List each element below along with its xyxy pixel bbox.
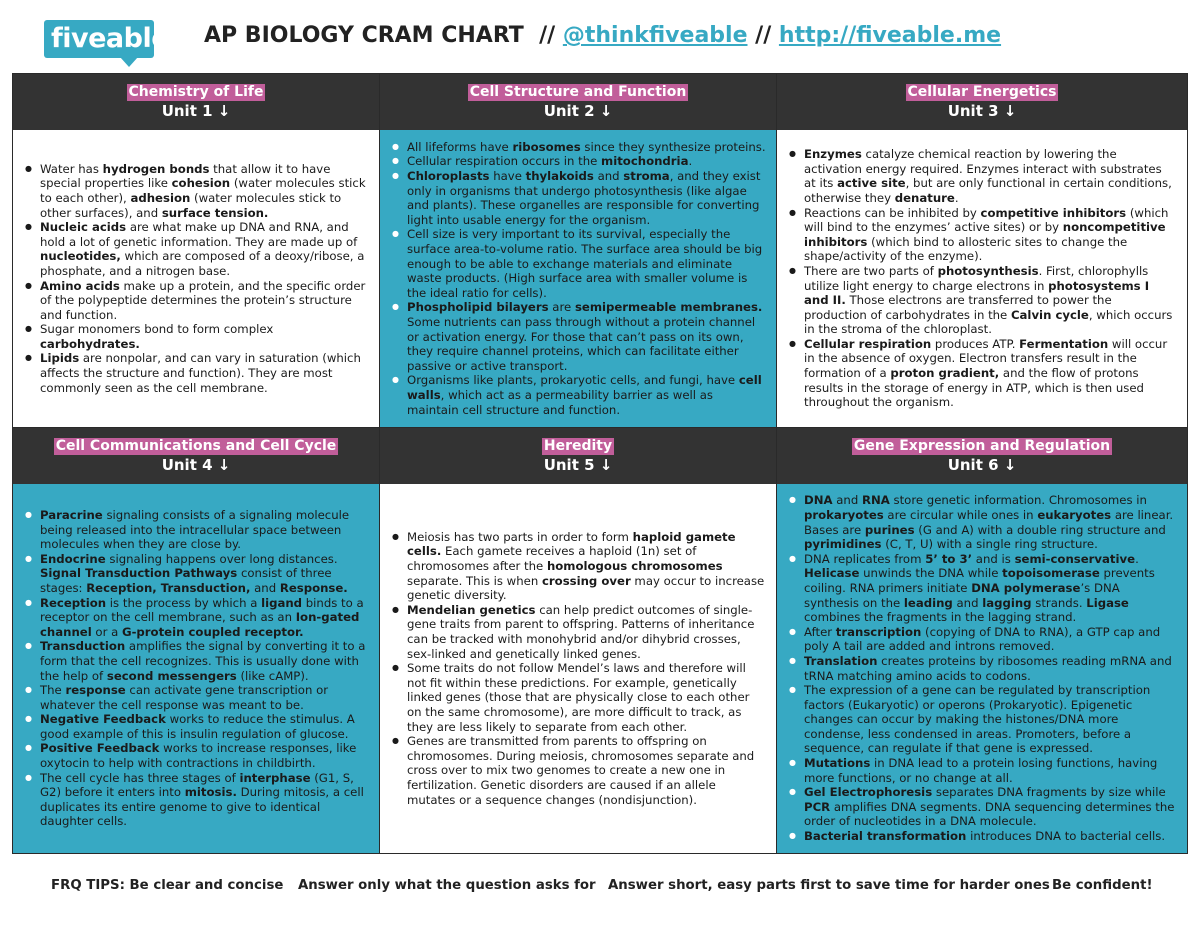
unit-3-title: Cellular Energetics: [907, 84, 1057, 100]
bold-term: Chloroplasts: [407, 169, 490, 184]
unit-4-bullets: [13, 508, 379, 829]
bullet-item: ● Cellular respiration occurs in the mitochondria.: [392, 154, 766, 169]
bold-term: crossing over: [541, 573, 631, 588]
bold-term: Ligase: [1086, 595, 1129, 610]
bold-term: Gel Electrophoresis: [804, 785, 933, 800]
bold-term: Cellular respiration: [804, 336, 932, 351]
bold-term: active site: [837, 176, 906, 191]
bullet-item: ● Endocrine signaling happens over long distances. Signal Transduction Pathways consist of three stages: Reception, Transduction, and Response.: [25, 552, 369, 596]
unit-6-bullets: [777, 493, 1187, 843]
bold-term: nucleotides,: [40, 249, 121, 264]
bold-term: hydrogen bonds: [102, 161, 210, 176]
bold-term: photosystems I and II.: [804, 278, 1150, 308]
bullet-item: ● Mendelian genetics can help predict outcomes of single-gene traits from parent to offspring. Patterns of inheritance can be tracked with monohybrid and/or dihybrid crosses, sex-linked and genetically linked genes.: [392, 603, 766, 661]
bold-term: Response.: [279, 580, 348, 595]
bold-term: cell walls: [407, 373, 762, 402]
unit-2-number: Unit 2 ↓: [543, 102, 613, 120]
bold-term: Paracrine: [40, 507, 103, 522]
bold-term: prokaryotes: [804, 507, 884, 522]
unit-1-bullets: [13, 162, 379, 396]
bold-term: G-protein coupled receptor.: [121, 624, 304, 639]
unit-6-title: Gene Expression and Regulation: [853, 438, 1111, 454]
bold-term: noncompetitive inhibitors: [804, 220, 1166, 249]
bold-term: cohesion: [171, 176, 231, 191]
unit-5-title: Heredity: [543, 438, 613, 454]
bold-term: RNA: [861, 493, 890, 508]
bullet-item: ● All lifeforms have ribosomes since they synthesize proteins.: [392, 140, 766, 155]
bold-term: lagging: [982, 595, 1032, 610]
bullet-item: ● After transcription (copying of DNA to RNA), a GTP cap and poly A tail are added and introns removed.: [789, 625, 1177, 654]
unit-5-bullets: [380, 530, 776, 807]
bold-term: denature: [894, 190, 955, 205]
bold-term: Transduction: [40, 639, 126, 654]
unit-2-bullets: [380, 140, 776, 417]
unit-3-bullets: [777, 147, 1187, 410]
unit-3-body: [777, 130, 1187, 427]
bold-term: Lipids: [40, 351, 80, 366]
bold-term: response: [65, 683, 126, 698]
unit-1-title: Chemistry of Life: [128, 84, 264, 100]
bold-term: interphase: [239, 770, 311, 785]
frq-tip-2: Answer only what the question asks for: [298, 878, 596, 893]
unit-6-cell: [777, 428, 1187, 853]
bold-term: semipermeable membranes.: [574, 300, 763, 315]
bold-term: semi-conservative: [1014, 551, 1136, 566]
bold-term: adhesion: [130, 190, 191, 205]
unit-2-header: [380, 74, 776, 130]
bold-term: mitochondria: [601, 154, 689, 169]
bullet-item: ● Transduction amplifies the signal by converting it to a form that the cell recognizes. This is usually done with the help of second messengers (like cAMP).: [25, 639, 369, 683]
unit-6-number: Unit 6 ↓: [947, 456, 1017, 474]
bullet-item: ● Nucleic acids are what make up DNA and RNA, and hold a lot of genetic information. They are made up of nucleotides, which are composed of a deoxy/ribose, a phosphate, and a nitrogen base.: [25, 220, 369, 278]
bold-term: Mendelian genetics: [407, 602, 536, 617]
bullet-item: ● Paracrine signaling consists of a signaling molecule being released into the intracellular space between molecules when they are close by.: [25, 508, 369, 552]
unit-2-body: [380, 130, 776, 427]
unit-4-title: Cell Communications and Cell Cycle: [55, 438, 337, 454]
bullet-item: ● Cell size is very important to its survival, especially the surface area-to-volume ratio. The surface area should be big enough to be able to exchange materials and eliminate waste products. (High surface area with smaller volume is the ideal ratio for cells).: [392, 227, 766, 300]
unit-3-number: Unit 3 ↓: [947, 102, 1017, 120]
bold-term: mitosis.: [184, 785, 237, 800]
bold-term: DNA: [804, 493, 833, 508]
bold-term: proton gradient,: [890, 366, 1000, 381]
unit-3-header: [777, 74, 1187, 130]
bullet-item: ● Chloroplasts have thylakoids and stroma, and they exist only in organisms that undergo photosynthesis (like algae and plants). These organelles are responsible for converting light into usable energy for the organism.: [392, 169, 766, 227]
bold-term: Phospholipid bilayers: [407, 300, 549, 315]
bold-term: Amino acids: [40, 278, 120, 293]
frq-tip-1: FRQ TIPS: Be clear and concise: [51, 878, 284, 893]
bold-term: Mutations: [804, 756, 871, 771]
bold-term: Reception: [40, 595, 107, 610]
bold-term: Endocrine: [40, 551, 106, 566]
title-separator: //: [755, 23, 772, 48]
cram-chart-grid: [12, 73, 1188, 854]
bold-term: Calvin cycle: [1010, 307, 1089, 322]
unit-2-cell: [380, 74, 776, 427]
bullet-item: ● Water has hydrogen bonds that allow it to have special properties like cohesion (water molecules stick to each other), adhesion (water molecules stick to other surfaces), and surface tension.: [25, 162, 369, 220]
bullet-item: ● Organisms like plants, prokaryotic cells, and fungi, have cell walls, which act as a permeability barrier as well as maintain cell structure and function.: [392, 373, 766, 417]
bold-term: topoisomerase: [1002, 566, 1100, 581]
fiveable-logo[interactable]: [44, 20, 170, 66]
bullet-item: ● There are two parts of photosynthesis. First, chlorophylls utilize light energy to charge electrons in photosystems I and II. Those electrons are transferred to power the production of carbohydrates in the Calvin cycle, which occurs in the stroma of the chloroplast.: [789, 264, 1177, 337]
logo-speech-tail: [120, 57, 138, 67]
bullet-item: ● Reactions can be inhibited by competitive inhibitors (which will bind to the enzymes’ active sites) or by noncompetitive inhibitors (which bind to allosteric sites to change the shape/activity of the enzyme).: [789, 206, 1177, 264]
unit-6-header: [777, 428, 1187, 484]
bullet-item: ● Genes are transmitted from parents to offspring on chromosomes. During meiosis, chromosomes separate and cross over to mix two genomes to create a new one in fertilization. Genetic disorders are caused if an allele mutates or a sequence changes (nondisjunction).: [392, 734, 766, 807]
unit-2-title: Cell Structure and Function: [469, 84, 687, 100]
unit-4-cell: [13, 428, 379, 853]
bullet-item: ● Reception is the process by which a ligand binds to a receptor on the cell membrane, such as an Ion-gated channel or a G-protein coupled receptor.: [25, 596, 369, 640]
unit-5-header: [380, 428, 776, 484]
bullet-item: ● Negative Feedback works to reduce the stimulus. A good example of this is insulin regulation of glucose.: [25, 712, 369, 741]
unit-5-number: Unit 5 ↓: [543, 456, 613, 474]
bold-term: transcription: [835, 624, 922, 639]
bullet-item: ● DNA replicates from 5’ to 3’ and is semi-conservative. Helicase unwinds the DNA while topoisomerase prevents coiling. RNA primers initiate DNA polymerase’s DNA synthesis on the leading and lagging strands. Ligase combines the fragments in the lagging strand.: [789, 552, 1177, 625]
unit-1-cell: [13, 74, 379, 427]
bold-term: Nucleic acids: [40, 220, 127, 235]
bold-term: Positive Feedback: [40, 741, 160, 756]
bullet-item: ● Enzymes catalyze chemical reaction by lowering the activation energy required. Enzymes interact with substrates at its active site, but are only functional in certain conditions, otherwise they denature.: [789, 147, 1177, 205]
bold-term: Reception, Transduction,: [86, 580, 251, 595]
bold-term: Enzymes: [804, 147, 862, 162]
bullet-item: ● Phospholipid bilayers are semipermeable membranes. Some nutrients can pass through without a protein channel or activation energy. For those that can’t pass on its own, they require channel proteins, which can facilitate either passive or active transport.: [392, 300, 766, 373]
bold-term: 5’ to 3’: [925, 551, 973, 566]
bold-term: Signal Transduction Pathways: [40, 566, 238, 581]
unit-6-body: [777, 484, 1187, 853]
unit-1-number: Unit 1 ↓: [161, 102, 231, 120]
bold-term: homologous chromosomes: [546, 559, 723, 574]
bold-term: PCR: [804, 799, 831, 814]
bold-term: Negative Feedback: [40, 712, 166, 727]
bullet-item: ● The expression of a gene can be regulated by transcription factors (Eukaryotic) or operons (Prokaryotic). Epigenetic changes can occur by making the histones/DNA more condense, less condensed in areas. Promoters, before a sequence, can regulate if that gene is expressed.: [789, 683, 1177, 756]
unit-4-body: [13, 484, 379, 853]
bullet-item: ● Gel Electrophoresis separates DNA fragments by size while PCR amplifies DNA segments. DNA sequencing determines the order of nucleotides in a DNA molecule.: [789, 785, 1177, 829]
bullet-item: ● Amino acids make up a protein, and the specific order of the polypeptide determines the protein’s structure and function.: [25, 279, 369, 323]
unit-4-header: [13, 428, 379, 484]
bold-term: photosynthesis: [937, 263, 1039, 278]
bold-term: Bacterial transformation: [804, 829, 967, 844]
twitter-handle-link[interactable]: @thinkfiveable: [562, 23, 748, 48]
frq-tip-3: Answer short, easy parts first to save time for harder ones: [608, 878, 1050, 893]
bold-term: DNA polymerase: [971, 580, 1081, 595]
bold-term: ligand: [261, 595, 303, 610]
bold-term: second messengers: [106, 668, 237, 683]
bold-term: thylakoids: [525, 169, 594, 184]
unit-5-cell: [380, 428, 776, 853]
bullet-item: ● The cell cycle has three stages of interphase (G1, S, G2) before it enters into mitosis. During mitosis, a cell duplicates its entire genome to give to identical daughter cells.: [25, 771, 369, 829]
bullet-item: ● Some traits do not follow Mendel’s laws and therefore will not fit within these predictions. For example, genetically linked genes (those that are physically close to each other on the same chromosome), are more difficult to track, as they are less likely to separate from each other.: [392, 661, 766, 734]
bold-term: purines: [864, 522, 915, 537]
frq-tip-4: Be confident!: [1052, 878, 1153, 893]
bold-term: Helicase: [804, 566, 860, 581]
bold-term: haploid gamete cells.: [407, 529, 736, 559]
unit-4-number: Unit 4 ↓: [161, 456, 231, 474]
bold-term: stroma: [623, 169, 670, 184]
bullet-item: ● Cellular respiration produces ATP. Fermentation will occur in the absence of oxygen. Electron transfers result in the formation of a proton gradient, and the flow of protons results in the storage of energy in ATP, which is then used throughout the organism.: [789, 337, 1177, 410]
bold-term: carbohydrates.: [40, 336, 140, 351]
page-title: AP BIOLOGY CRAM CHART: [204, 23, 524, 48]
bullet-item: ● Mutations in DNA lead to a protein losing functions, having more functions, or no change at all.: [789, 756, 1177, 785]
bullet-item: ● Meiosis has two parts in order to form haploid gamete cells. Each gamete receives a haploid (1n) set of chromosomes after the homologous chromosomes separate. This is when crossing over may occur to increase genetic diversity.: [392, 530, 766, 603]
bold-term: ribosomes: [512, 139, 581, 154]
bullet-item: ● Positive Feedback works to increase responses, like oxytocin to help with contractions in childbirth.: [25, 741, 369, 770]
bold-term: eukaryotes: [1037, 507, 1112, 522]
unit-5-body: [380, 484, 776, 853]
logo-text: fiveable: [44, 20, 154, 58]
bullet-item: ● Lipids are nonpolar, and can vary in saturation (which affects the structure and function). They are most commonly seen as the cell membrane.: [25, 351, 369, 395]
unit-1-body: [13, 130, 379, 427]
bullet-item: ● The response can activate gene transcription or whatever the cell response was meant to be.: [25, 683, 369, 712]
bullet-item: ● Sugar monomers bond to form complex carbohydrates.: [25, 322, 369, 351]
bold-term: surface tension.: [161, 205, 269, 220]
page-title-line: [204, 19, 1001, 53]
bullet-item: ● Translation creates proteins by ribosomes reading mRNA and tRNA matching amino acids to codons.: [789, 654, 1177, 683]
unit-1-header: [13, 74, 379, 130]
unit-3-cell: [777, 74, 1187, 427]
bold-term: leading: [903, 595, 953, 610]
bullet-item: ● Bacterial transformation introduces DNA to bacterial cells.: [789, 829, 1177, 844]
bold-term: Ion-gated channel: [40, 610, 360, 639]
bold-term: competitive inhibitors: [980, 205, 1127, 220]
title-separator: //: [539, 23, 556, 48]
bold-term: Fermentation: [1019, 336, 1109, 351]
bold-term: Translation: [804, 653, 878, 668]
website-link[interactable]: http://fiveable.me: [778, 23, 1002, 48]
bullet-item: ● DNA and RNA store genetic information. Chromosomes in prokaryotes are circular while ones in eukaryotes are linear. Bases are purines (G and A) with a double ring structure and pyrimidines (C, T, U) with a single ring structure.: [789, 493, 1177, 551]
bold-term: pyrimidines: [804, 537, 882, 552]
